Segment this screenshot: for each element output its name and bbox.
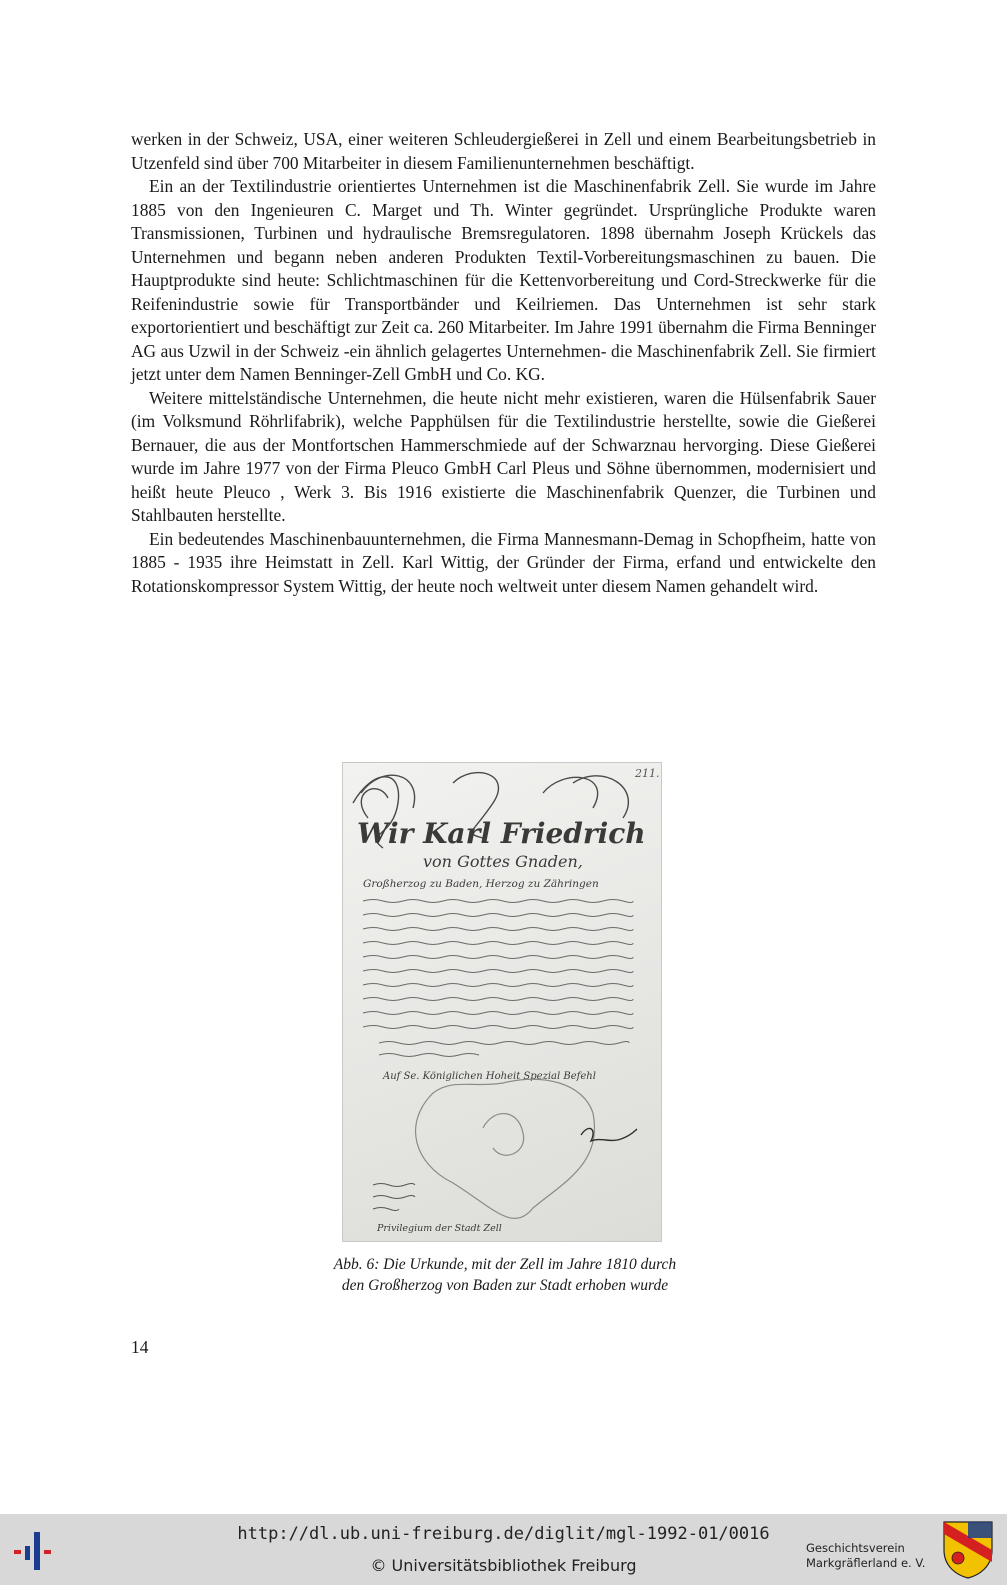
footer-bar (0, 1514, 1007, 1585)
handwritten-lines (363, 900, 633, 1057)
charter-footer-note: Privilegium der Stadt Zell (377, 1223, 502, 1234)
charter-signature-line: Auf Se. Königlichen Hoheit Spezial Befehl (383, 1071, 596, 1082)
corner-mark: 211. (635, 767, 660, 780)
society-line: Geschichtsverein (806, 1541, 905, 1555)
coat-of-arms-icon (942, 1520, 994, 1580)
society-name (806, 1541, 936, 1571)
page-number: 14 (131, 1337, 149, 1357)
paragraph: Ein bedeutendes Maschinenbauunternehmen, die Firma Mannesmann-Demag in Schopfheim, hatte von 1885 - 1935 ihre Heimstatt in Zell. Karl Wittig, der Gründer der Firma, erfand und entwickelte den Rotationskompressor System Wittig, der heute noch weltweit unter diesem Namen gehandelt wird. (131, 528, 876, 596)
charter-heading-2: von Gottes Gnaden, (423, 852, 583, 871)
charter-heading-3: Großherzog zu Baden, Herzog zu Zähringen (363, 878, 599, 890)
fee-notes (373, 1184, 415, 1211)
body-text (131, 128, 876, 598)
signature-mark (581, 1128, 637, 1141)
charter-heading-1: Wir Karl Friedrich (357, 817, 646, 850)
caption-line: Abb. 6: Die Urkunde, mit der Zell im Jahre 1810 durch (333, 1256, 677, 1273)
society-line: Markgräflerland e. V. (806, 1556, 926, 1570)
document-photo (342, 762, 662, 1242)
caption-line: den Großherzog von Baden zur Stadt erhoben wurde (341, 1277, 669, 1294)
charter-image (343, 763, 661, 1241)
paragraph: Ein an der Textilindustrie orientiertes Unternehmen ist die Maschinenfabrik Zell. Sie wurde im Jahre 1885 von den Ingenieuren C. Marget und Th. Winter gegründet. Ursprüngliche Produkte waren Transmissionen, Turbinen und hydraulische Bremsregulatoren. 1898 übernahm Joseph Krückels das Unternehmen und begann neben anderen Produkten Textil-Vorbereitungsmaschinen zu bauen. Die Hauptprodukte sind heute: Schlichtmaschinen für die Kettenvorbereitung und Cord-Streckwerke für die Reifenindustrie sowie für Transportbänder und Keilriemen. Das Unternehmen ist sehr stark exportorientiert und beschäftigt zur Zeit ca. 260 Mitarbeiter. Im Jahre 1991 übernahm die Firma Benninger AG aus Uzwil in der Schweiz -ein ähnlich gelagertes Unternehmen- die Maschinenfabrik Zell. Sie firmiert jetzt unter dem Namen Benninger-Zell GmbH und Co. KG. (131, 176, 876, 384)
paragraph: werken in der Schweiz, USA, einer weiteren Schleudergießerei in Zell und einem Bearbeitungsbetrieb in Utzenfeld sind über 700 Mitarbeiter in diesem Familienunternehmen beschäftigt. (131, 129, 876, 173)
figure-caption (250, 1254, 760, 1296)
paragraph: Weitere mittelständische Unternehmen, die heute nicht mehr existieren, waren die Hülsenfabrik Sauer (im Volksmund Röhrlifabrik), welche Papphülsen für die Textilindustrie herstellte, sowie die Gießerei Bernauer, die aus der Montfortschen Hammerschmiede auf der Schwarznau hervorging. Diese Gießerei wurde im Jahre 1977 von der Firma Pleuco GmbH Carl Pleus und Söhne übernommen, modernisiert und heißt heute Pleuco , Werk 3. Bis 1916 existierte die Maschinenfabrik Quenzer, die Turbinen und Stahlbauten herstellte. (131, 387, 876, 525)
footer-copyright: © Universitätsbibliothek Freiburg (370, 1556, 637, 1575)
seal-outline (416, 1079, 595, 1218)
footer-url[interactable]: http://dl.ub.uni-freiburg.de/diglit/mgl-1992-01/0016 (237, 1524, 770, 1544)
